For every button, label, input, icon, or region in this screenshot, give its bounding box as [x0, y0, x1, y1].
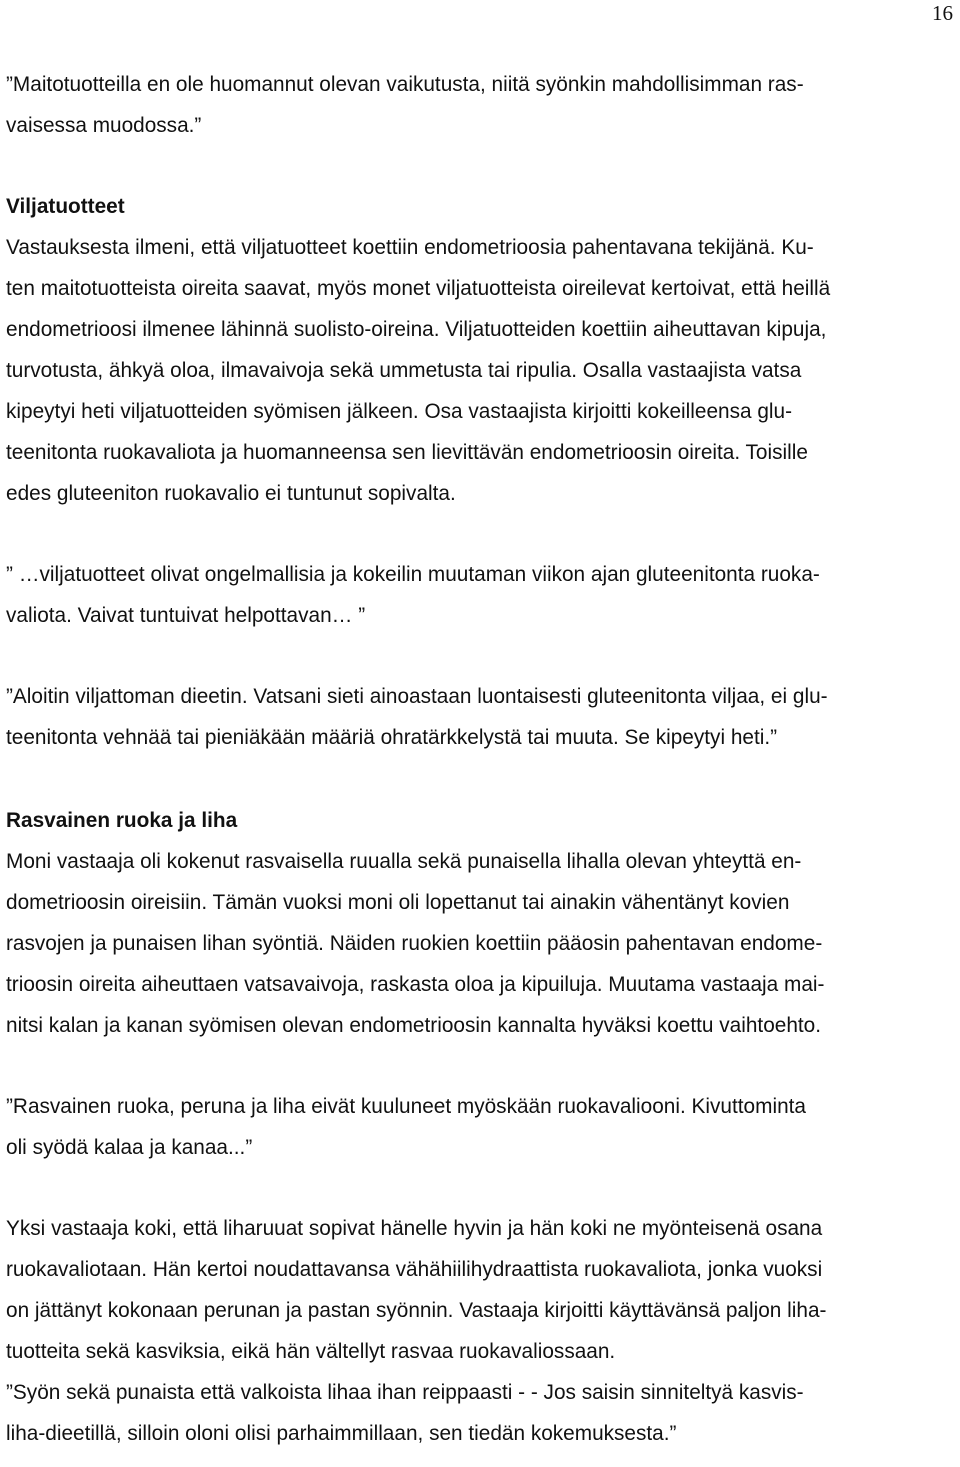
text-line: kipeytyi heti viljatuotteiden syömisen jälkeen. Osa vastaajista kirjoitti kokeilleensa glu- — [6, 400, 793, 423]
text-line: Yksi vastaaja koki, että liharuuat sopivat hänelle hyvin ja hän koki ne myönteisenä osana — [6, 1217, 823, 1240]
text-line: ” …viljatuotteet olivat ongelmallisia ja kokeilin muutaman viikon ajan gluteenitonta ruoka- — [6, 563, 820, 586]
paragraph-meat-diet — [6, 1208, 954, 1454]
text-line: tuotteita sekä kasviksia, eikä hän vältellyt rasvaa ruokavaliossaan. — [6, 1340, 616, 1363]
section-heading-fatty-food-meat: Rasvainen ruoka ja liha — [6, 809, 238, 832]
quote-fatty-food — [6, 1086, 954, 1168]
spacer — [6, 146, 954, 186]
spacer — [6, 1168, 954, 1208]
spacer — [6, 514, 954, 554]
quote-dairy — [6, 64, 954, 146]
page-number: 16 — [932, 1, 953, 25]
spacer — [6, 636, 954, 676]
spacer — [6, 758, 954, 800]
text-line: rasvojen ja punaisen lihan syöntiä. Näiden ruokien koettiin pääosin pahentavan endome- — [6, 932, 823, 955]
quote-gluten-free-trial — [6, 554, 954, 636]
text-line: teenitonta ruokavaliota ja huomanneensa sen lievittävän endometrioosin oireita. Toisille — [6, 441, 808, 464]
text-line: ten maitotuotteista oireita saavat, myös monet viljatuotteista oireilevat kertoivat, että heillä — [6, 277, 831, 300]
text-line: ”Rasvainen ruoka, peruna ja liha eivät kuuluneet myöskään ruokavaliooni. Kivuttominta — [6, 1095, 806, 1118]
paragraph-grains — [6, 227, 954, 514]
text-line: vaisessa muodossa.” — [6, 114, 202, 137]
text-line: liha-dieetillä, silloin oloni olisi parhaimmillaan, sen tiedän kokemuksesta.” — [6, 1422, 677, 1445]
text-line: edes gluteeniton ruokavalio ei tuntunut sopivalta. — [6, 482, 456, 505]
text-line: oli syödä kalaa ja kanaa...” — [6, 1136, 253, 1159]
text-line: ruokavaliotaan. Hän kertoi noudattavansa vähähiilihydraattista ruokavaliota, jonka vuoksi — [6, 1258, 823, 1281]
text-line: ”Aloitin viljattoman dieetin. Vatsani sieti ainoastaan luontaisesti gluteenitonta viljaa, ei glu- — [6, 685, 828, 708]
text-line: ”Syön sekä punaista että valkoista lihaa ihan reippaasti - - Jos saisin sinniteltyä kasvis- — [6, 1381, 804, 1404]
paragraph-fatty-food — [6, 841, 954, 1046]
text-line: Vastauksesta ilmeni, että viljatuotteet koettiin endometrioosia pahentavana tekijänä. Ku- — [6, 236, 814, 259]
text-line: trioosin oireita aiheuttaen vatsavaivoja, raskasta oloa ja kipuiluja. Muutama vastaaja mai- — [6, 973, 825, 996]
section-heading-grains: Viljatuotteet — [6, 195, 125, 218]
document-body — [6, 64, 954, 1454]
text-line: valiota. Vaivat tuntuivat helpottavan… ” — [6, 604, 366, 627]
quote-grain-free-diet — [6, 676, 954, 758]
text-line: teenitonta vehnää tai pieniäkään määriä ohratärkkelystä tai muuta. Se kipeytyi heti.” — [6, 726, 778, 749]
text-line: Moni vastaaja oli kokenut rasvaisella ruualla sekä punaisella lihalla olevan yhteyttä en- — [6, 850, 802, 873]
text-line: endometrioosi ilmenee lähinnä suolisto-oireina. Viljatuotteiden koettiin aiheuttavan kipuja, — [6, 318, 827, 341]
text-line: on jättänyt kokonaan perunan ja pastan syönnin. Vastaaja kirjoitti käyttävänsä paljon liha- — [6, 1299, 827, 1322]
text-line: nitsi kalan ja kanan syömisen olevan endometrioosin kannalta hyväksi koettu vaihtoehto. — [6, 1014, 822, 1037]
text-line: dometrioosin oireisiin. Tämän vuoksi moni oli lopettanut tai ainakin vähentänyt kovien — [6, 891, 790, 914]
spacer — [6, 1046, 954, 1086]
text-line: ”Maitotuotteilla en ole huomannut olevan vaikutusta, niitä syönkin mahdollisimman ras- — [6, 73, 804, 96]
text-line: turvotusta, ähkyä oloa, ilmavaivoja sekä ummetusta tai ripulia. Osalla vastaajista vatsa — [6, 359, 802, 382]
